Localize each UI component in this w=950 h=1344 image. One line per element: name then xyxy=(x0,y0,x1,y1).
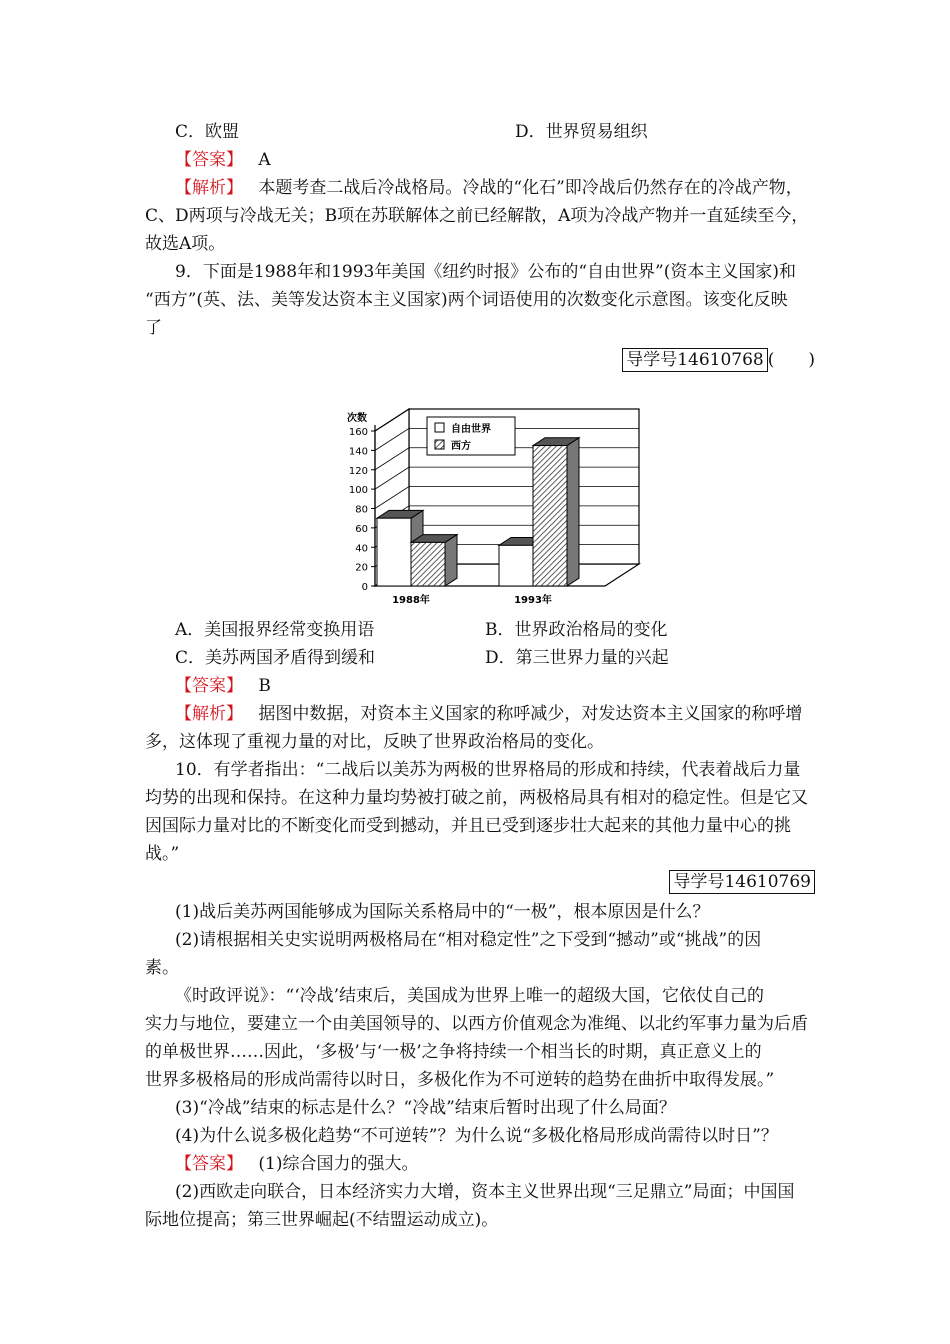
q9-option-b: B．世界政治格局的变化 xyxy=(485,620,668,640)
q10-sub-question-4: (4)为什么说多极化趋势“不可逆转”？为什么说“多极化格局形成尚需待以时日”？ xyxy=(175,1126,778,1146)
q9-options-row-1 xyxy=(145,616,815,644)
q8-answer-value: A xyxy=(258,150,271,170)
q10-quote-line-3: 的单极世界……因此，‘多极’与‘一极’之争将持续一个相当长的时期，真正意义上的 xyxy=(145,1042,762,1062)
q10-stem-line-1: 10．有学者指出：“二战后以美苏为两极的世界格局的形成和持续，代表着战后力量 xyxy=(175,760,801,780)
bar-chart xyxy=(145,376,815,616)
q8-options-row xyxy=(145,118,815,146)
analysis-tag: 【解析】 xyxy=(175,178,243,198)
y-tick-label: 100 xyxy=(348,485,368,497)
q10-quote-line-2: 实力与地位，要建立一个由美国领导的、以西方价值观念为准绳、以北约军事力量为后盾 xyxy=(145,1014,808,1034)
q10-answer-line-2: (2)西欧走向联合，日本经济实力大增，资本主义世界出现“三足鼎立”局面；中国国 xyxy=(175,1182,795,1202)
q10-sub-question-3: (3)“冷战”结束的标志是什么？“冷战”结束后暂时出现了什么局面？ xyxy=(175,1098,676,1118)
q9-option-c: C．美苏两国矛盾得到缓和 xyxy=(175,648,376,668)
y-tick-label: 40 xyxy=(355,543,368,555)
q10-answer-line-1 xyxy=(145,1150,815,1178)
answer-tag: 【答案】 xyxy=(175,150,243,170)
q9-answer xyxy=(145,672,815,700)
q10-stem-line-2: 均势的出现和保持。在这种力量均势被打破之前，两极格局具有相对的稳定性。但是它又 xyxy=(145,788,808,808)
bar-side xyxy=(445,535,457,586)
q9-stem-line-2: “西方”(英、法、美等发达资本主义国家)两个词语使用的次数变化示意图。该变化反映 xyxy=(145,290,788,310)
q10-stem-line-4: 战。” xyxy=(145,844,180,864)
q8-answer xyxy=(145,146,815,174)
q10-quote-line-1: 《时政评说》：“‘冷战’结束后，美国成为世界上唯一的超级大国，它依仗自己的 xyxy=(175,986,764,1006)
q9-analysis-text-1: 据图中数据，对资本主义国家的称呼减少，对发达资本主义国家的称呼增 xyxy=(258,704,803,724)
y-tick-label: 60 xyxy=(355,523,368,535)
q9-analysis-line-2: 多，这体现了重视力量的对比，反映了世界政治格局的变化。 xyxy=(145,732,604,752)
q8-analysis-line-3: 故选A项。 xyxy=(145,234,226,254)
q10-answer-text-1: (1)综合国力的强大。 xyxy=(258,1154,419,1174)
legend-label: 西方 xyxy=(451,441,471,452)
q9-stem-line-3: 了 xyxy=(145,318,162,338)
bar-自由世界 xyxy=(499,545,533,586)
answer-tag: 【答案】 xyxy=(175,1154,243,1174)
q10-quote-line-4: 世界多极格局的形成尚需待以时日，多极化作为不可逆转的趋势在曲折中取得发展。” xyxy=(145,1070,775,1090)
answer-tag: 【答案】 xyxy=(175,676,243,696)
x-tick-label: 1993年 xyxy=(514,595,552,606)
y-tick-label: 140 xyxy=(348,446,368,458)
bar-西方 xyxy=(411,542,445,586)
q8-analysis-line-1 xyxy=(145,174,815,202)
q9-option-a: A．美国报界经常变换用语 xyxy=(175,620,375,640)
y-axis-label: 次数 xyxy=(347,413,367,424)
analysis-tag: 【解析】 xyxy=(175,704,243,724)
q10-sub-question-2-line-1: (2)请根据相关史实说明两极格局在“相对稳定性”之下受到“撼动”或“挑战”的因 xyxy=(175,930,762,950)
bar-西方 xyxy=(533,446,567,586)
q9-guide-row xyxy=(145,346,815,376)
q8-option-c: C．欧盟 xyxy=(175,122,240,142)
document-page xyxy=(145,118,815,1234)
q9-answer-value: B xyxy=(258,676,271,696)
legend-swatch xyxy=(435,440,444,449)
legend-swatch xyxy=(435,423,444,432)
q10-stem-line-3: 因国际力量对比的不断变化而受到撼动，并且已受到逐步壮大起来的其他力量中心的挑 xyxy=(145,816,791,836)
legend-label: 自由世界 xyxy=(451,424,491,435)
y-tick-label: 80 xyxy=(355,504,368,516)
q8-analysis-line-2: C、D两项与冷战无关；B项在苏联解体之前已经解散，A项为冷战产物并一直延续至今， xyxy=(145,206,809,226)
q9-answer-paren: ( ) xyxy=(767,350,815,370)
q10-guide-row xyxy=(145,868,815,898)
q9-chart xyxy=(145,376,815,616)
bar-side xyxy=(567,438,579,586)
q8-analysis-text-1: 本题考查二战后冷战格局。冷战的“化石”即冷战后仍然存在的冷战产物， xyxy=(258,178,803,198)
q9-option-d: D．第三世界力量的兴起 xyxy=(485,648,669,668)
bar-自由世界 xyxy=(377,518,411,586)
q9-options-row-2 xyxy=(145,644,815,672)
q10-sub-question-1: (1)战后美苏两国能够成为国际关系格局中的“一极”，根本原因是什么？ xyxy=(175,902,710,922)
q9-analysis-line-1 xyxy=(145,700,815,728)
y-tick-label: 20 xyxy=(355,562,368,574)
q9-stem-line-1: 9．下面是1988年和1993年美国《纽约时报》公布的“自由世界”(资本主义国家)和 xyxy=(175,262,796,282)
q9-guide-number: 导学号14610768 xyxy=(622,348,768,372)
q10-guide-number: 导学号14610769 xyxy=(669,870,815,894)
y-tick-label: 160 xyxy=(348,427,368,438)
q10-sub-question-2-line-2: 素。 xyxy=(145,958,179,978)
y-tick-label: 0 xyxy=(361,582,368,593)
q10-answer-line-3: 际地位提高；第三世界崛起(不结盟运动成立)。 xyxy=(145,1210,499,1230)
y-tick-label: 120 xyxy=(348,465,368,477)
q8-option-d: D．世界贸易组织 xyxy=(515,122,648,142)
x-tick-label: 1988年 xyxy=(392,595,430,606)
